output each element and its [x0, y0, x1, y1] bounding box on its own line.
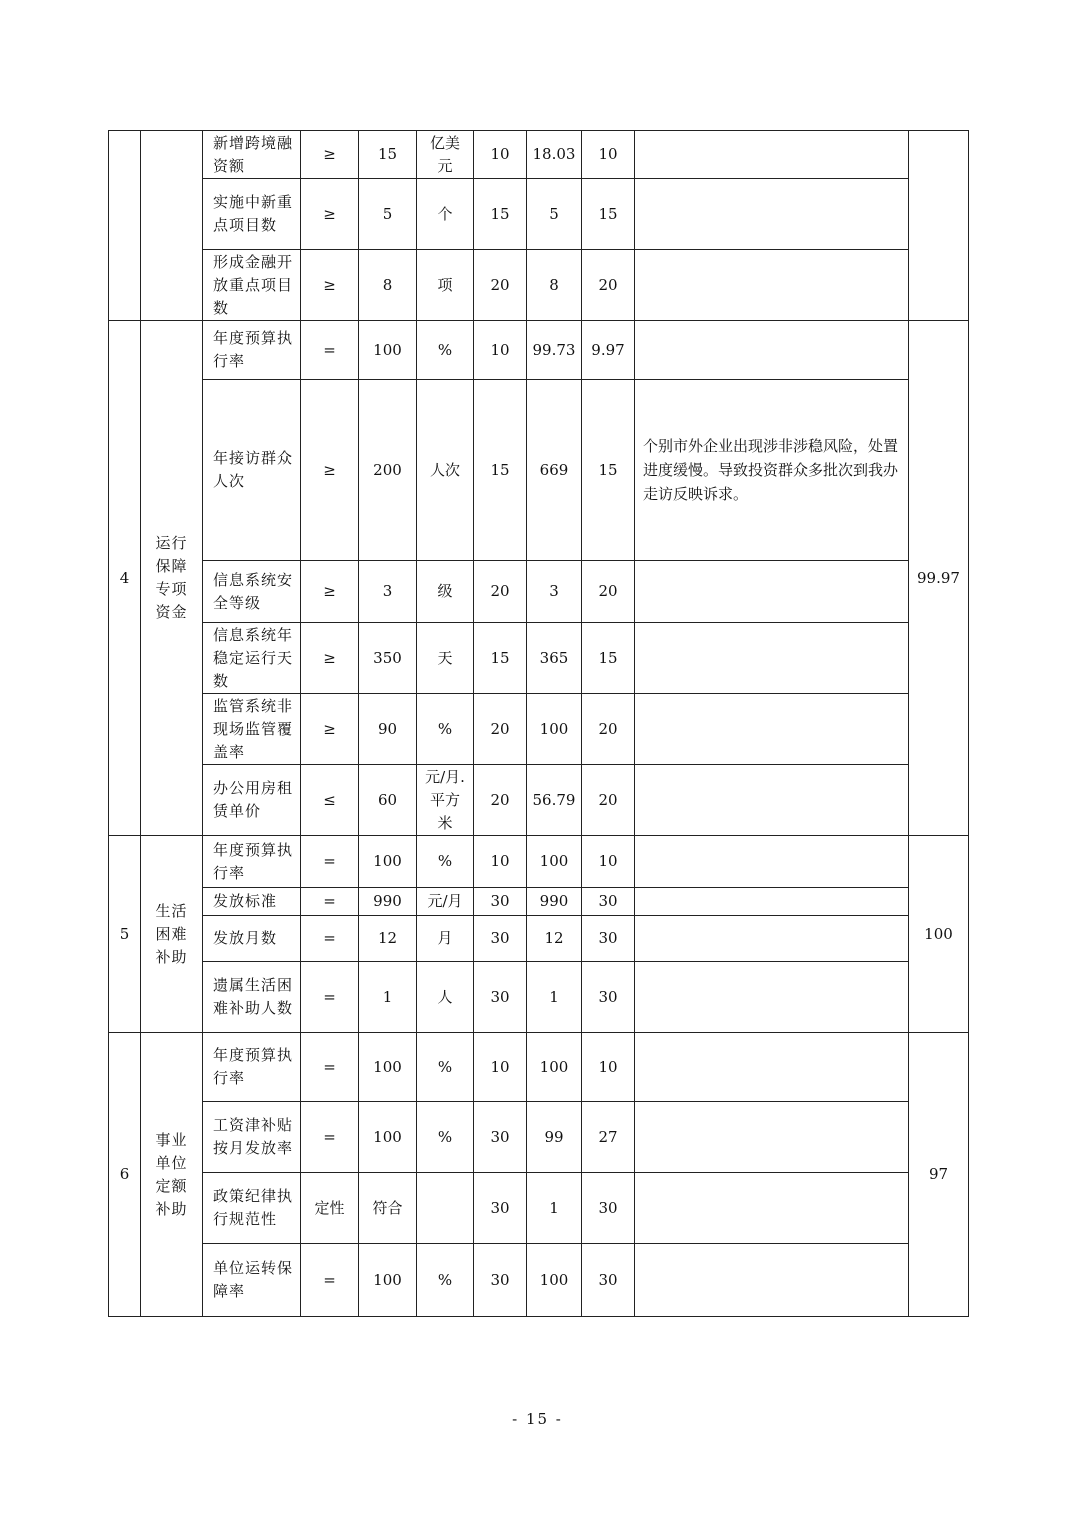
unit-cell: 天 — [417, 623, 474, 694]
target-value-cell: 符合 — [359, 1173, 417, 1244]
table-row — [109, 765, 969, 836]
weight-cell: 10 — [474, 131, 527, 179]
note-cell — [635, 1244, 909, 1317]
actual-value-cell: 100 — [527, 1244, 582, 1317]
table-row — [109, 836, 969, 888]
actual-value-cell: 56.79 — [527, 765, 582, 836]
operator-cell: = — [301, 1033, 359, 1102]
indicator-cell: 年接访群众人次 — [203, 380, 301, 561]
operator-cell: = — [301, 836, 359, 888]
target-value-cell: 8 — [359, 250, 417, 321]
target-value-cell: 350 — [359, 623, 417, 694]
note-cell — [635, 1102, 909, 1173]
score-cell: 10 — [582, 131, 635, 179]
table-row — [109, 1173, 969, 1244]
actual-value-cell: 1 — [527, 962, 582, 1033]
unit-cell: % — [417, 1033, 474, 1102]
unit-cell: 项 — [417, 250, 474, 321]
score-cell: 20 — [582, 561, 635, 623]
note-cell — [635, 694, 909, 765]
group-number-cell: 6 — [109, 1033, 141, 1317]
indicator-cell: 信息系统安全等级 — [203, 561, 301, 623]
unit-cell: % — [417, 694, 474, 765]
actual-value-cell: 990 — [527, 888, 582, 916]
note-cell — [635, 888, 909, 916]
operator-cell: ≤ — [301, 765, 359, 836]
operator-cell: ≥ — [301, 250, 359, 321]
note-cell — [635, 836, 909, 888]
unit-cell: 元/月.平方米 — [417, 765, 474, 836]
table-row — [109, 888, 969, 916]
target-value-cell: 100 — [359, 321, 417, 380]
indicator-cell: 实施中新重点项目数 — [203, 179, 301, 250]
unit-cell: 级 — [417, 561, 474, 623]
group-number-cell: 4 — [109, 321, 141, 836]
indicator-cell: 办公用房租赁单价 — [203, 765, 301, 836]
indicator-cell: 年度预算执行率 — [203, 1033, 301, 1102]
total-score-cell — [909, 131, 969, 321]
target-value-cell: 990 — [359, 888, 417, 916]
note-cell — [635, 321, 909, 380]
note-cell — [635, 179, 909, 250]
score-cell: 15 — [582, 179, 635, 250]
indicator-cell: 工资津补贴按月发放率 — [203, 1102, 301, 1173]
operator-cell: = — [301, 1102, 359, 1173]
target-value-cell: 60 — [359, 765, 417, 836]
note-cell — [635, 561, 909, 623]
table-row — [109, 1244, 969, 1317]
weight-cell: 10 — [474, 836, 527, 888]
operator-cell: = — [301, 321, 359, 380]
category-cell: 运行保障专项资金 — [141, 321, 203, 836]
actual-value-cell: 18.03 — [527, 131, 582, 179]
category-cell: 生活困难补助 — [141, 836, 203, 1033]
weight-cell: 10 — [474, 321, 527, 380]
note-cell — [635, 962, 909, 1033]
score-cell: 30 — [582, 888, 635, 916]
score-cell: 20 — [582, 765, 635, 836]
table-row — [109, 250, 969, 321]
operator-cell: 定性 — [301, 1173, 359, 1244]
note-cell — [635, 916, 909, 962]
weight-cell: 20 — [474, 561, 527, 623]
weight-cell: 30 — [474, 1173, 527, 1244]
actual-value-cell: 365 — [527, 623, 582, 694]
unit-cell — [417, 1173, 474, 1244]
operator-cell: ≥ — [301, 694, 359, 765]
note-cell — [635, 623, 909, 694]
operator-cell: ≥ — [301, 623, 359, 694]
operator-cell: = — [301, 888, 359, 916]
table-row — [109, 962, 969, 1033]
target-value-cell: 1 — [359, 962, 417, 1033]
indicator-cell: 信息系统年稳定运行天数 — [203, 623, 301, 694]
target-value-cell: 100 — [359, 1033, 417, 1102]
weight-cell: 20 — [474, 694, 527, 765]
unit-cell: 人次 — [417, 380, 474, 561]
table-row — [109, 1033, 969, 1102]
group-number-cell — [109, 131, 141, 321]
actual-value-cell: 100 — [527, 836, 582, 888]
actual-value-cell: 100 — [527, 1033, 582, 1102]
page-number: - 15 - — [512, 1410, 563, 1428]
operator-cell: ≥ — [301, 131, 359, 179]
target-value-cell: 90 — [359, 694, 417, 765]
actual-value-cell: 99.73 — [527, 321, 582, 380]
operator-cell: = — [301, 1244, 359, 1317]
note-cell: 个别市外企业出现涉非涉稳风险，处置进度缓慢。导致投资群众多批次到我办走访反映诉求。 — [635, 380, 909, 561]
score-cell: 30 — [582, 916, 635, 962]
category-cell: 事业单位定额补助 — [141, 1033, 203, 1317]
target-value-cell: 5 — [359, 179, 417, 250]
weight-cell: 20 — [474, 765, 527, 836]
target-value-cell: 100 — [359, 1102, 417, 1173]
target-value-cell: 100 — [359, 1244, 417, 1317]
table-row — [109, 1102, 969, 1173]
unit-cell: 元/月 — [417, 888, 474, 916]
weight-cell: 30 — [474, 962, 527, 1033]
total-score-cell: 97 — [909, 1033, 969, 1317]
indicator-cell: 监管系统非现场监管覆盖率 — [203, 694, 301, 765]
actual-value-cell: 669 — [527, 380, 582, 561]
score-cell: 30 — [582, 1244, 635, 1317]
actual-value-cell: 12 — [527, 916, 582, 962]
target-value-cell: 12 — [359, 916, 417, 962]
indicator-cell: 年度预算执行率 — [203, 321, 301, 380]
note-cell — [635, 765, 909, 836]
operator-cell: ≥ — [301, 380, 359, 561]
target-value-cell: 15 — [359, 131, 417, 179]
weight-cell: 30 — [474, 888, 527, 916]
weight-cell: 30 — [474, 1102, 527, 1173]
target-value-cell: 100 — [359, 836, 417, 888]
indicator-cell: 形成金融开放重点项目数 — [203, 250, 301, 321]
table-row — [109, 179, 969, 250]
actual-value-cell: 8 — [527, 250, 582, 321]
operator-cell: = — [301, 916, 359, 962]
unit-cell: 月 — [417, 916, 474, 962]
note-cell — [635, 131, 909, 179]
target-value-cell: 3 — [359, 561, 417, 623]
weight-cell: 15 — [474, 623, 527, 694]
weight-cell: 30 — [474, 1244, 527, 1317]
actual-value-cell: 100 — [527, 694, 582, 765]
total-score-cell: 100 — [909, 836, 969, 1033]
score-cell: 30 — [582, 1173, 635, 1244]
indicator-cell: 年度预算执行率 — [203, 836, 301, 888]
weight-cell: 10 — [474, 1033, 527, 1102]
score-cell: 15 — [582, 623, 635, 694]
unit-cell: % — [417, 1244, 474, 1317]
unit-cell: 亿美元 — [417, 131, 474, 179]
actual-value-cell: 1 — [527, 1173, 582, 1244]
table-row — [109, 321, 969, 380]
operator-cell: = — [301, 962, 359, 1033]
performance-table — [108, 130, 969, 1317]
weight-cell: 20 — [474, 250, 527, 321]
score-cell: 20 — [582, 250, 635, 321]
table-row — [109, 131, 969, 179]
table-row — [109, 561, 969, 623]
note-cell — [635, 250, 909, 321]
weight-cell: 30 — [474, 916, 527, 962]
actual-value-cell: 99 — [527, 1102, 582, 1173]
note-cell — [635, 1173, 909, 1244]
score-cell: 20 — [582, 694, 635, 765]
unit-cell: % — [417, 321, 474, 380]
table-row — [109, 694, 969, 765]
indicator-cell: 新增跨境融资额 — [203, 131, 301, 179]
table-row — [109, 916, 969, 962]
unit-cell: % — [417, 1102, 474, 1173]
operator-cell: ≥ — [301, 179, 359, 250]
indicator-cell: 发放月数 — [203, 916, 301, 962]
table-row — [109, 623, 969, 694]
group-number-cell: 5 — [109, 836, 141, 1033]
indicator-cell: 单位运转保障率 — [203, 1244, 301, 1317]
target-value-cell: 200 — [359, 380, 417, 561]
score-cell: 27 — [582, 1102, 635, 1173]
score-cell: 10 — [582, 836, 635, 888]
weight-cell: 15 — [474, 380, 527, 561]
unit-cell: 个 — [417, 179, 474, 250]
actual-value-cell: 5 — [527, 179, 582, 250]
unit-cell: 人 — [417, 962, 474, 1033]
weight-cell: 15 — [474, 179, 527, 250]
indicator-cell: 政策纪律执行规范性 — [203, 1173, 301, 1244]
indicator-cell: 发放标准 — [203, 888, 301, 916]
score-cell: 10 — [582, 1033, 635, 1102]
indicator-cell: 遗属生活困难补助人数 — [203, 962, 301, 1033]
score-cell: 30 — [582, 962, 635, 1033]
actual-value-cell: 3 — [527, 561, 582, 623]
unit-cell: % — [417, 836, 474, 888]
operator-cell: ≥ — [301, 561, 359, 623]
score-cell: 9.97 — [582, 321, 635, 380]
note-cell — [635, 1033, 909, 1102]
score-cell: 15 — [582, 380, 635, 561]
total-score-cell: 99.97 — [909, 321, 969, 836]
table-row — [109, 380, 969, 561]
category-cell — [141, 131, 203, 321]
